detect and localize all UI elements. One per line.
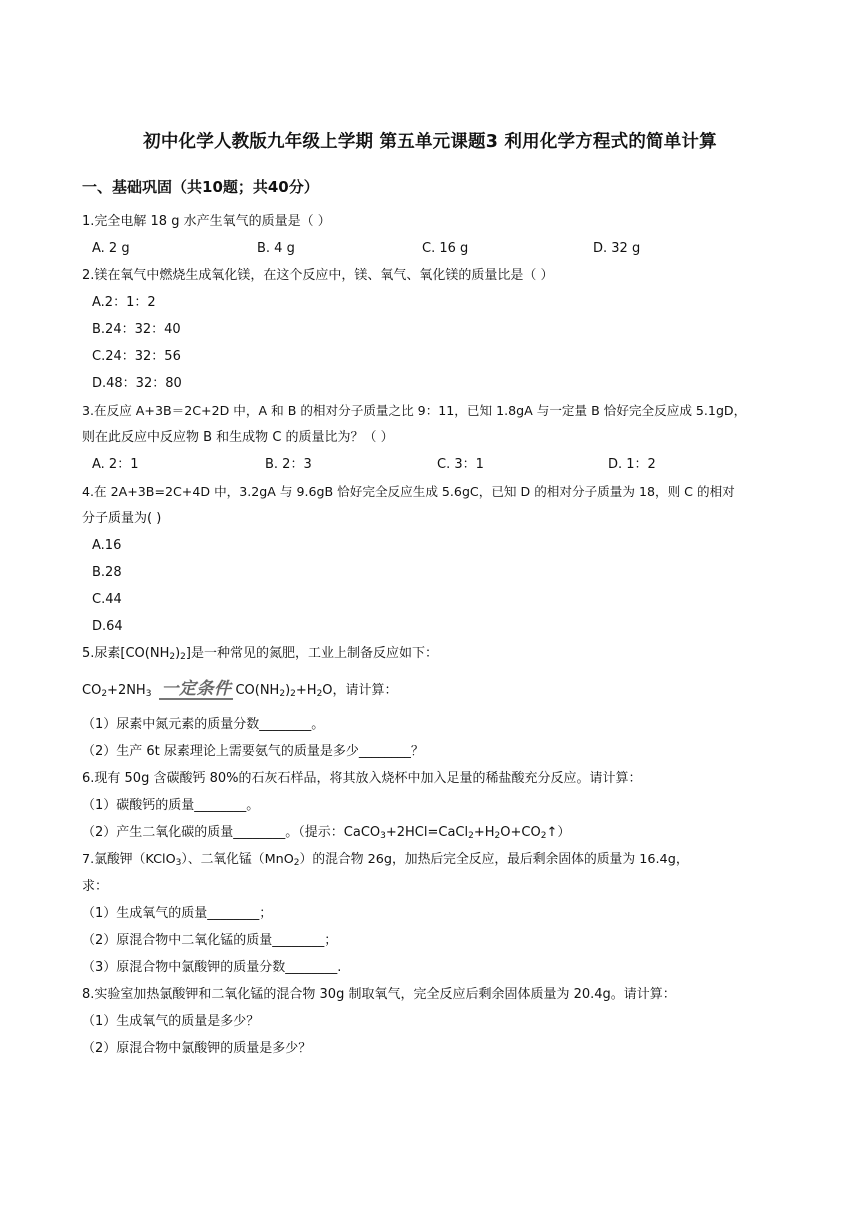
question-6-part-2: （2）产生二氧化碳的质量________。（提示：$CaCO_3+2HCl=CaCl_2+H_2O+CO_2↑$） [82,825,571,841]
question-3-option-a: A. 2：1 [92,457,139,472]
question-5-part-2: （2）生产 6t 尿素理论上需要氨气的质量是多少________？ [82,744,424,759]
question-8-part-1: （1）生成氧气的质量是多少？ [82,1014,260,1029]
reaction-condition: 一定条件 [161,679,232,699]
question-4-option-d: D.64 [92,619,123,634]
question-1-stem: 1.完全电解 18 g 水产生氧气的质量是（ ） [82,214,331,229]
question-4-option-a: A.16 [92,538,122,553]
question-3-option-d: D. 1：2 [608,457,656,472]
question-5-part-1: （1）尿素中氮元素的质量分数________。 [82,717,325,732]
question-6-stem: 6.现有 50g 含碳酸钙 80%的石灰石样品，将其放入烧杯中加入足量的稀盐酸充分反应。请计算： [82,771,642,786]
question-1-option-d: D. 32 g [593,241,641,256]
question-3-stem-line-1: 3.在反应 A+3B＝2C+2D 中，A 和 B 的相对分子质量之比 9：11，已知 1.8gA 与一定量 B 恰好完全反应成 5.1gD， [82,403,747,418]
document-title: 初中化学人教版九年级上学期 第五单元课题3 利用化学方程式的简单计算 [143,132,717,152]
question-7-part-3: （3）原混合物中氯酸钾的质量分数________. [82,960,342,975]
question-7-part-2: （2）原混合物中二氧化锰的质量________； [82,933,338,948]
question-6-part-1: （1）碳酸钙的质量________。 [82,798,260,813]
question-1-option-b: B. 4 g [257,241,295,256]
question-2-option-a: A.2：1：2 [92,295,156,310]
question-7-stem-line-1: 7.氯酸钾（KClO$_3$）、二氧化锰（MnO$_2$）的混合物 26g，加热后完全反应，最后剩余固体的质量为 16.4g， [82,852,689,868]
section-heading: 一、基础巩固（共10题；共40分） [82,178,319,196]
question-5-stem: 5.尿素$[CO(NH_2)_2]$是一种常见的氮肥，工业上制备反应如下： [82,646,438,662]
question-3-option-c: C. 3：1 [437,457,484,472]
question-2-option-b: B.24：32：40 [92,322,181,337]
question-3-stem-line-2: 则在此反应中反应物 B 和生成物 C 的质量比为？（ ） [82,430,394,445]
question-1-option-c: C. 16 g [422,241,469,256]
question-2-stem: 2.镁在氧气中燃烧生成氧化镁，在这个反应中，镁、氧气、氧化镁的质量比是（ ） [82,268,554,283]
question-4-option-b: B.28 [92,565,122,580]
question-4-option-c: C.44 [92,592,122,607]
question-2-option-d: D.48：32：80 [92,376,182,391]
question-4-stem-line-2: 分子质量为( ) [82,511,162,526]
question-1-option-a: A. 2 g [92,241,130,256]
question-8-part-2: （2）原混合物中氯酸钾的质量是多少？ [82,1041,312,1056]
question-3-option-b: B. 2：3 [265,457,312,472]
question-4-stem-line-1: 4.在 2A+3B=2C+4D 中，3.2gA 与 9.6gB 恰好完全反应生成 5.6gC，已知 D 的相对分子质量为 18，则 C 的相对 [82,484,735,499]
question-7-stem-line-2: 求： [82,879,109,894]
question-7-part-1: （1）生成氧气的质量________； [82,906,273,921]
question-5-equation: $CO_2+2NH_3$ 一定条件 $CO(NH_2)_2+H_2O$，请计算： [82,679,398,699]
question-8-stem: 8.实验室加热氯酸钾和二氧化锰的混合物 30g 制取氧气，完全反应后剩余固体质量为 20.4g。请计算： [82,987,676,1002]
question-2-option-c: C.24：32：56 [92,349,181,364]
